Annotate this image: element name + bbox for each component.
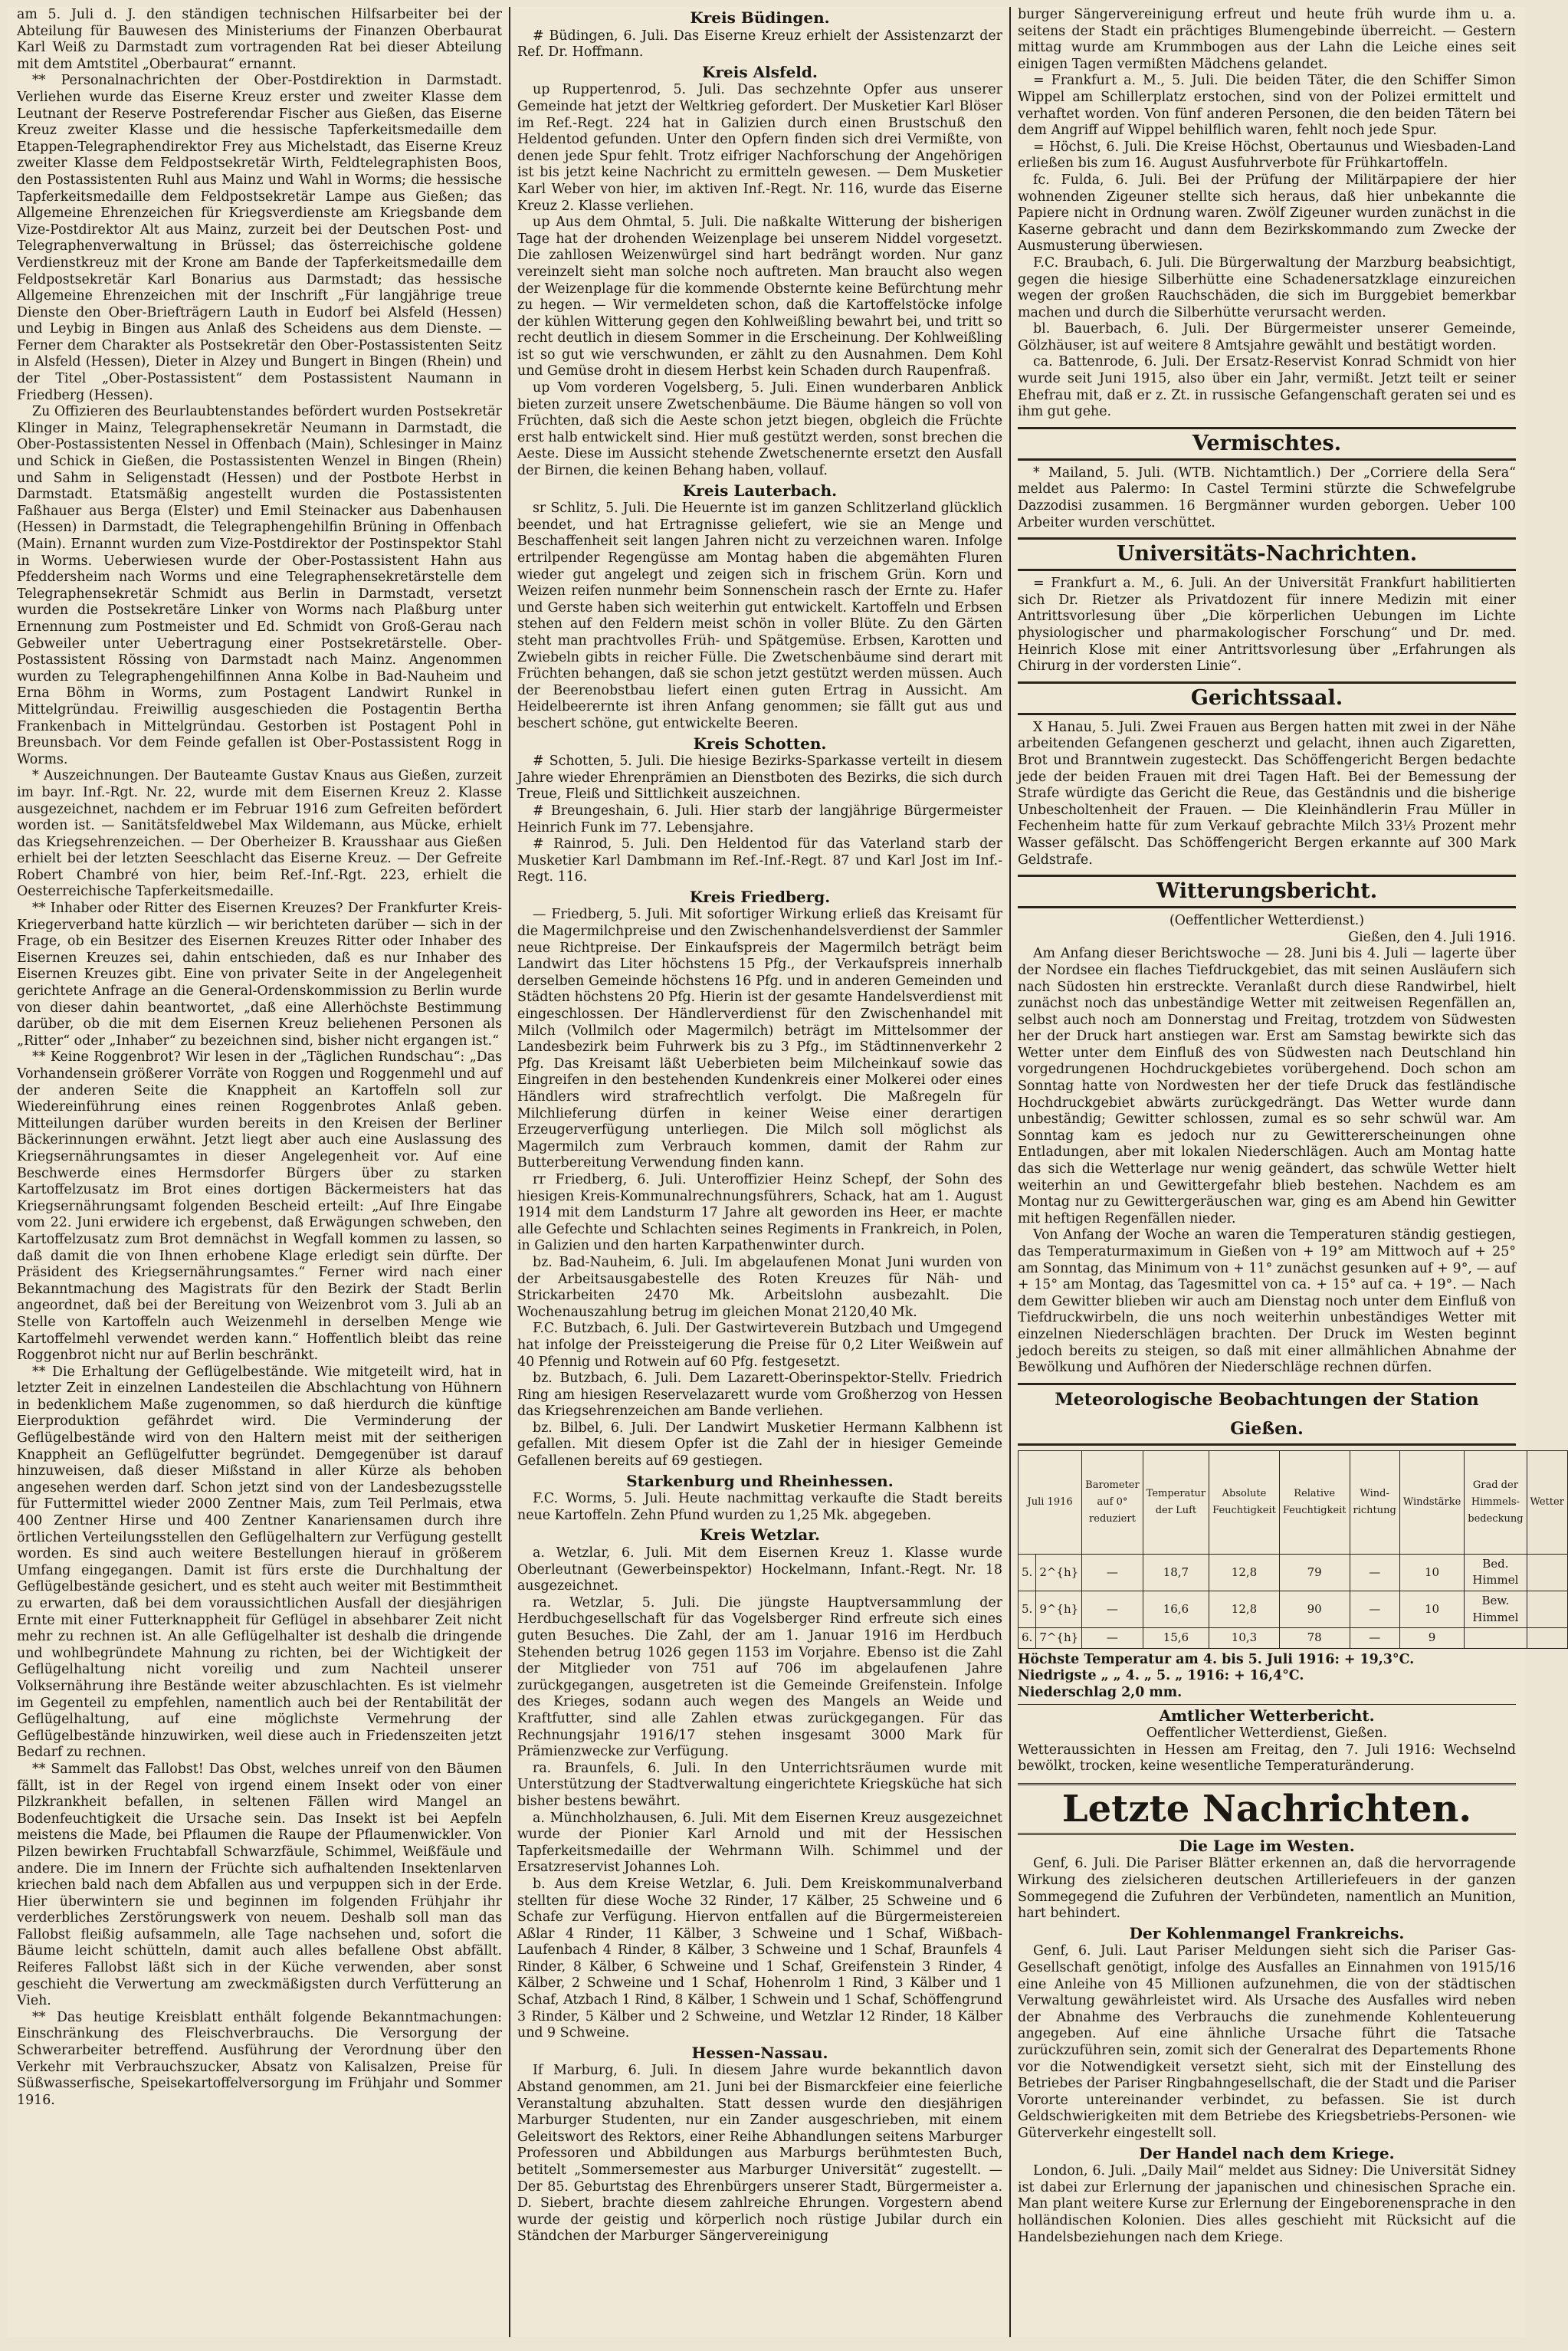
section-heading-vermischtes: Vermischtes.: [1018, 427, 1516, 461]
table-header: Wind-richtung: [1350, 1450, 1399, 1554]
article-paragraph: bz. Bad-Nauheim, 6. Juli. Im abgelaufenen Monat Juni wurden von der Arbeitsausgabestelle des Roten Kreuzes für Näh- und Strickarbeiten 2470 Mk. Arbeitslohn ausbezahlt. Die Wochenauszahlung betrug im gleichen Monat 2120,40 Mk.: [517, 1254, 1002, 1320]
table-cell: 90: [1279, 1591, 1350, 1627]
article-paragraph: # Büdingen, 6. Juli. Das Eiserne Kreuz erhielt der Assistenzarzt der Ref. Dr. Hoffmann.: [517, 28, 1002, 61]
table-header: Windstärke: [1399, 1450, 1464, 1554]
table-row: [1019, 1628, 1568, 1649]
weather-dateline: Gießen, den 4. Juli 1916.: [1348, 929, 1516, 945]
article-paragraph: fc. Fulda, 6. Juli. Bei der Prüfung der Militärpapiere der hier wohnenden Zigeuner stellte sich heraus, daß hier unbekannte die Papiere nicht in Ordnung waren. Zwölf Zigeuner wurden zunächst in die Kaserne gebracht und dann dem Bezirkskommando zum Zwecke der Ausmusterung überwiesen.: [1018, 172, 1516, 254]
table-cell: —: [1350, 1554, 1399, 1591]
table-cell: —: [1082, 1554, 1143, 1591]
table-cell: 2^{h}: [1036, 1554, 1082, 1591]
column-rule: [509, 7, 510, 2337]
article-paragraph: up Aus dem Ohmtal, 5. Juli. Die naßkalte Witterung der bisherigen Tage hat der drohenden Weizenplage bei unserem Niddel vorgesetzt. Die zahllosen Weizenwürgel sind hart bedrängt worden. Nur ganz vereinzelt sieht man solche noch auftreten. Man braucht also wegen der Weizenplage für die kommende Obsternte keine Befürchtung mehr zu hegen. — Wir vermeldeten schon, daß die Kartoffelstöcke infolge der kühlen Witterung gegen den Kohlweißling bewahrt bei, und tritt so recht deutlich in diesem Sommer in die Erscheinung. Der Kohlweißling ist so gut wie verschwunden, er zählt zu den Ausnahmen. Dem Kohl und Gemüse droht in diesem Herbst kein Schaden durch Raupenfraß.: [517, 215, 1002, 379]
section-heading: Starkenburg und Rheinhessen.: [626, 1471, 894, 1490]
newspaper-page: [8, 7, 1564, 2337]
article-paragraph: a. Münchholzhausen, 6. Juli. Mit dem Eisernen Kreuz ausgezeichnet wurde der Pionier Karl Arnold und mit der Hessischen Tapferkeitsmedaille der Wehrmann Wilh. Schimmel und der Ersatzreservist Johannes Loh.: [517, 1810, 1002, 1876]
table-cell: 79: [1279, 1554, 1350, 1591]
article-paragraph: up Vom vorderen Vogelsberg, 5. Juli. Einen wunderbaren Anblick bieten zurzeit unsere Zwetschenbäume. Die Bäume hängen so voll von Früchten, daß sich die Aeste schon jetzt biegen, obgleich die Früchte erst halb entwickelt sind. Hier muß gestützt werden, sonst brechen die Aeste. Diese im Aussicht stehende Zwetschenernte ersetzt den Ausfall der Birnen, die keinen Behang haben, vollauf.: [517, 380, 1002, 479]
column-1: [17, 7, 502, 2337]
article-paragraph: = Frankfurt a. M., 6. Juli. An der Universität Frankfurt habilitierten sich Dr. Rietzer als Privatdozent für innere Medizin mit einer Antrittsvorlesung über „Die körperlichen Uebungen im Lichte physiologischer und pharmakologischer Forschung“ und Dr. med. Heinrich Klose mit einer Antrittsvorlesung über „Erfahrungen als Chirurg in der vordersten Linie“.: [1018, 576, 1516, 675]
article-paragraph: Genf, 6. Juli. Laut Pariser Meldungen sieht sich die Pariser Gas-Gesellschaft genötigt, infolge des Ausfalles an Einnahmen von 1915/16 eine Anleihe von 45 Millionen aufzunehmen, die von der städtischen Verwaltung gewährleistet wird. Als Ursache des Ausfalles wird neben der Abnahme des Verbrauchs die zunehmende Kohlenteuerung angegeben. Auf eine ähnliche Ursache führt die Tatsache zurückzuführen sein, zomit sich der Generalrat des Departements Rhone vor die Notwendigkeit versetzt sieht, sich mit der Einstellung des Betriebes der Pariser Ringbahngesellschaft, die der Stadt und die Pariser Vororte untereinander verbindet, zu befassen. Sie ist durch Geldschwierigkeiten mit dem Betriebe des Kriegsbetriebs-Personen- wie Güterverkehr eingestellt soll.: [1018, 1943, 1516, 2141]
article-paragraph: London, 6. Juli. „Daily Mail“ meldet aus Sidney: Die Universität Sidney ist dabei zur Erlernung der japanischen und chinesischen Sprache ein. Man plant weitere Kurse zur Erlernung der Eingeborenensprache in den holländischen Kolonien. Dies alles geschieht mit Rücksicht auf die Handelsbeziehungen nach dem Kriege.: [1018, 2163, 1516, 2245]
subheading: Die Lage im Westen.: [1179, 1836, 1355, 1855]
article-paragraph: # Breungeshain, 6. Juli. Hier starb der langjährige Bürgermeister Heinrich Funk im 77. Lebensjahre.: [517, 803, 1002, 836]
table-header: Absolute Feuchtigkeit: [1209, 1450, 1280, 1554]
table-cell: 5.: [1019, 1554, 1036, 1591]
section-heading: Kreis Büdingen.: [690, 8, 830, 27]
table-cell: —: [1350, 1628, 1399, 1649]
article-paragraph: ra. Wetzlar, 5. Juli. Die jüngste Hauptversammlung der Herdbuchgesellschaft für das Vogelsberger Rind erfreute sich eines guten Besuches. Die Zahl, der am 1. Januar 1916 im Herdbuch Stehenden betrug 1026 gegen 1153 im Vorjahre. Ebenso ist die Zahl der Mitglieder von 751 auf 706 im abgelaufenen Jahre zurückgegangen, ausgetreten ist die Gemeinde Greifenstein. Infolge des Krieges, sodann auch wegen des Mangels an Weide und Kraftfutter, sind alle Zahlen etwas zurückgegangen. Für das Rechnungsjahr 1916/17 stehen insgesamt 3000 Mark für Prämienzwecke zur Verfügung.: [517, 1594, 1002, 1760]
table-cell: [1527, 1591, 1567, 1627]
article-paragraph: up Ruppertenrod, 5. Juli. Das sechzehnte Opfer aus unserer Gemeinde hat jetzt der Weltkrieg gefordert. Der Musketier Karl Blöser im Ref.-Regt. 224 hat in Galizien durch einen Brustschuß den Heldentod gefunden. Unter den Opfern finden sich drei Vermißte, von denen jede Spur fehlt. Trotz eifriger Nachforschung der Angehörigen ist bis jetzt keine Nachricht zu ermitteln gewesen. — Dem Musketier Karl Weber von hier, im aktiven Inf.-Regt. Nr. 116, wurde das Eiserne Kreuz 2. Klasse verliehen.: [517, 82, 1002, 214]
article-paragraph: ** Die Erhaltung der Geflügelbestände. Wie mitgeteilt wird, hat in letzter Zeit in einzelnen Landesteilen die Abschlachtung von Hühnern in bedenklichem Maße zugenommen, so daß hierdurch die künftige Eierproduktion gefährdet wird. Die Verminderung der Geflügelbestände wird von den Haltern meist mit der seitherigen Knappheit an Geflügelfutter begründet. Demgegenüber ist darauf hinzuweisen, daß dieser Mißstand in aller Kürze als behoben angesehen werden darf. Schon jetzt sind von der Landesbezugsstelle für Futtermittel wieder 2000 Zentner Mais, zum Teil Perlmais, etwa 400 Zentner Hirse und 400 Zentner Kanariensamen durch ihre örtlichen Verteilungsstellen den Geflügelhaltern zur Verfügung gestellt worden. Es sind auch weitere Bestellungen hierauf in größerem Umfang eingegangen. Damit ist fürs erste die Durchhaltung der Geflügelbestände gesichert, und es steht auch weiter mit Bestimmtheit zu erwarten, daß bei dem voraussichtlichen Ausfall der diesjährigen Ernte mit einer Futterknappheit für Geflügel in absehbarer Zeit nicht mehr zu rechnen ist. An alle Geflügelhalter ist deshalb die dringende und wohlbegründete Mahnung zu richten, bei der Wichtigkeit der Geflügelhaltung nicht voreilig und zum Nachteil unserer Volksernährung ihre Bestände weiter abzuschlachten. Es ist vielmehr im Gegenteil zu empfehlen, namentlich auch bei der Rentabilität der Geflügelhaltung, auf eine möglichste Vermehrung der Geflügelbestände hinzuwirken, weil diese auch in Friedenszeiten jetzt Bedarf zu rechnen.: [17, 1364, 502, 1761]
section-heading-universitaet: Universitäts-Nachrichten.: [1018, 537, 1516, 571]
article-paragraph: a. Wetzlar, 6. Juli. Mit dem Eisernen Kreuz 1. Klasse wurde Oberleutnant (Gewerbeinspektor) Hockelmann, Infant.-Regt. Nr. 18 ausgezeichnet.: [517, 1545, 1002, 1594]
table-cell: 9: [1399, 1628, 1464, 1649]
table-cell: Bed. Himmel: [1465, 1554, 1527, 1591]
article-paragraph: sr Schlitz, 5. Juli. Die Heuernte ist im ganzen Schlitzerland glücklich beendet, und hat Ertragnisse geliefert, wie sie an Menge und Beschaffenheit seit langen Jahren nicht zu verzeichnen waren. Infolge ertrilpender Regengüsse am Montag haben die abgemähten Fluren wieder gut angelegt und zeigen sich in frischem Grün. Korn und Weizen reifen nunmehr beim Sonnenschein rasch der Ernte zu. Hafer und Gerste haben sich weiterhin gut entwickelt. Kartoffeln und Erbsen stehen auf den Feldern meist schön in voller Blüte. Zu den Gärten steht man prachtvolles Früh- und Spätgemüse. Erbsen, Karotten und Zwiebeln gibts in reicher Fülle. Die Zwetschenbäume sind derart mit Früchten behangen, daß sie schon jetzt gestützt werden müssen. Auch der Beerenobstbau liefert einen guten Ertrag in Aussicht. Am Heidelbeerernte ist ihren Anfang genommen; sie fällt gut aus und beschert schöne, gut entwickelte Beeren.: [517, 501, 1002, 731]
article-paragraph: ** Keine Roggenbrot? Wir lesen in der „Täglichen Rundschau“: „Das Vorhandensein größerer Vorräte von Roggen und Roggenmehl und auf der anderen Seite die Knappheit an Kartoffeln soll zur Wiedereinführung eines reinen Roggenbrotes Anlaß geben. Mitteilungen darüber wurden bereits in den Kreisen der Berliner Bäckerinnungen erwähnt. Jetzt liegt aber auch eine Auslassung des Kriegsernährungsamtes in dieser Angelegenheit vor. Auf eine Beschwerde eines Hermsdorfer Bürgers über zu starken Kartoffelzusatz im Brot eines dortigen Bäckermeisters hat das Kriegsernährungsamt folgenden Bescheid erteilt: „Auf Ihre Eingabe vom 22. Juni erwidere ich ergebenst, daß Erwägungen schweben, den Kartoffelzusatz zum Brot demnächst in Wegfall kommen zu lassen, so daß damit die von Ihnen erhobene Klage erledigt sein dürfte. Der Präsident des Kriegsernährungsamtes.“ Ferner wird nach einer Bekanntmachung des Magistrats für den Bezirk der Stadt Berlin angeordnet, daß bei der Bereitung von Weizenbrot vom 3. Juli ab an Stelle von Kartoffeln auch Weizenmehl in derselben Menge wie Kartoffelmehl verwendet werden kann.“ Hoffentlich bleibt das reine Roggenbrot nicht nur auf Berlin beschränkt.: [17, 1049, 502, 1364]
article-paragraph: ra. Braunfels, 6. Juli. In den Unterrichtsräumen wurde mit Unterstützung der Stadtverwaltung eingerichtete Kriegsküche hat sich bisher bestens bewährt.: [517, 1760, 1002, 1809]
table-cell: 6.: [1019, 1628, 1036, 1649]
section-heading: Kreis Wetzlar.: [700, 1525, 820, 1545]
column-rule: [1009, 7, 1011, 2337]
section-heading: Kreis Alsfeld.: [702, 62, 818, 81]
article-paragraph: = Höchst, 6. Juli. Die Kreise Höchst, Obertaunus und Wiesbaden-Land erließen bis zum 16. August Ausfuhrverbote für Frühkartoffeln.: [1018, 139, 1516, 172]
weather-note: Niederschlag 2,0 mm.: [1018, 1684, 1183, 1700]
table-cell: 10: [1399, 1591, 1464, 1627]
article-paragraph: rr Friedberg, 6. Juli. Unteroffizier Heinz Schepf, der Sohn des hiesigen Kreis-Kommunalrechnungsführers, Schack, hat am 1. August 1914 mit dem Landsturm 17 Jahre alt geworden ins Heer, er machte alle Gefechte und Schlachten seines Regiments in Frankreich, in Polen, in Galizien und den harten Karpathenwinter durch.: [517, 1171, 1002, 1254]
article-paragraph: bz. Bilbel, 6. Juli. Der Landwirt Musketier Hermann Kalbhenn ist gefallen. Mit diesem Opfer ist die Zahl der in hiesiger Gemeinde Gefallenen bereits auf 69 gestiegen.: [517, 1420, 1002, 1469]
article-paragraph: # Rainrod, 5. Juli. Den Heldentod für das Vaterland starb der Musketier Karl Dambmann im Ref.-Inf.-Regt. 87 und Karl Jost im Inf.-Regt. 116.: [517, 836, 1002, 885]
table-header: Relative Feuchtigkeit: [1279, 1450, 1350, 1554]
article-paragraph: ca. Battenrode, 6. Juli. Der Ersatz-Reservist Konrad Schmidt von hier wurde seit Juni 1915, also über ein Jahr, vermißt. Jetzt teilt er seiner Ehefrau mit, daß er z. Zt. in russische Gefangenschaft geraten sei und es ihm gut gehe.: [1018, 354, 1516, 420]
section-heading-gerichtssaal: Gerichtssaal.: [1018, 681, 1516, 715]
table-cell: [1527, 1554, 1567, 1591]
article-paragraph: bl. Bauerbach, 6. Juli. Der Bürgermeister unserer Gemeinde, Gölzhäuser, ist auf weitere 8 Amtsjahre gewählt und bestätigt worden.: [1018, 321, 1516, 353]
table-cell: Bew. Himmel: [1465, 1591, 1527, 1627]
table-cell: 12,8: [1209, 1554, 1280, 1591]
article-paragraph: Von Anfang der Woche an waren die Temperaturen ständig gestiegen, das Temperaturmaximum in Gießen von + 19° am Mittwoch auf + 25° am Sonntag, das Minimum von + 11° zunächst gesunken auf + 9°, — auf + 15° am Montag, das Tagesmittel von ca. + 15° auf ca. + 19°. — Nach dem Gewitter blieben wir auch am Dienstag noch unter dem Einfluß von Tiefdruckwirbeln, die uns noch weiterhin unbeständiges Wetter mit einzelnen Niederschlägen brachten. Der Druck im Westen beginnt jedoch bereits zu steigen, so daß mit einer allmählichen Abnahme der Bewölkung und Aufhören der Niederschläge rechnen dürfen.: [1018, 1227, 1516, 1376]
table-row: [1019, 1554, 1568, 1591]
article-paragraph: Genf, 6. Juli. Die Pariser Blätter erkennen an, daß die hervorragende Wirkung des zielsicheren deutschen Artilleriefeuers in der ganzen Sommegegend die Zufuhren der Verbündeten, namentlich an Munition, hart behindert.: [1018, 1856, 1516, 1922]
section-heading-meteorologie: Meteorologische Beobachtungen der Station Gießen.: [1018, 1383, 1516, 1446]
article-paragraph: bz. Butzbach, 6. Juli. Dem Lazarett-Oberinspektor-Stellv. Friedrich Ring am hiesigen Reservelazarett wurde vom Großherzog von Hessen das Kriegsehrenzeichen am Bande verliehen.: [517, 1371, 1002, 1420]
table-cell: 18,7: [1143, 1554, 1209, 1591]
article-paragraph: F.C. Braubach, 6. Juli. Die Bürgerwaltung der Marzburg beabsichtigt, gegen die hiesige Silberhütte eine Schadenersatzklage einzureichen wegen der großen Rauchschäden, die sich im Burggebiet bemerkbar machen und durch die Silberhütte verursacht werden.: [1018, 254, 1516, 320]
article-paragraph: F.C. Worms, 5. Juli. Heute nachmittag verkaufte die Stadt bereits neue Kartoffeln. Zehn Pfund wurden zu 1,25 Mk. abgegeben.: [517, 1491, 1002, 1523]
table-header: Wetter: [1527, 1450, 1567, 1554]
section-heading-witterung: Witterungsbericht.: [1018, 875, 1516, 908]
table-cell: —: [1082, 1591, 1143, 1627]
section-heading: Hessen-Nassau.: [691, 2043, 828, 2062]
article-paragraph: am 5. Juli d. J. den ständigen technischen Hilfsarbeiter bei der Abteilung für Bauwesen des Ministeriums der Finanzen Oberbaurat Karl Weiß zu Darmstadt zum vortragenden Rat bei dieser Abteilung mit dem Amtstitel „Oberbaurat“ ernannt.: [17, 7, 502, 72]
table-cell: [1527, 1628, 1567, 1649]
table-header: Grad der Himmels-bedeckung: [1465, 1450, 1527, 1554]
column-3: [1018, 7, 1564, 2337]
weather-note: Niedrigste „ „ 4. „ 5. „ 1916: + 16,4°C.: [1018, 1668, 1304, 1684]
section-heading-letzte-nachrichten: Letzte Nachrichten.: [1018, 1783, 1516, 1835]
table-row: [1019, 1591, 1568, 1627]
article-paragraph: If Marburg, 6. Juli. In diesem Jahre wurde bekanntlich davon Abstand genommen, am 21. Juni bei der Bismarckfeier eine feierliche Veranstaltung abzuhalten. Statt dessen wurde den diesjährigen Marburger Studenten, nur ein Zander ausgeschrieben, mit einem Geleitswort des Rektors, einer Reihe Abhandlungen seitens Marburger Professoren und Abbildungen aus Marburgs berühmtesten Buch, betitelt „Sommersemester aus Marburger Universität“ zugestellt. — Der 85. Geburtstag des Ehrenbürgers unserer Stadt, Bürgermeister a. D. Siebert, brachte diesem zahlreiche Ehrungen. Vorgestern abend wurde der geistig und körperlich noch rüstige Jubilar durch ein Ständchen der Marburger Sängervereinigung: [517, 2063, 1002, 2244]
section-heading: Kreis Schotten.: [693, 734, 827, 753]
table-cell: 16,6: [1143, 1591, 1209, 1627]
article-paragraph: F.C. Butzbach, 6. Juli. Der Gastwirteverein Butzbach und Umgegend hat infolge der Preissteigerung die Preise für 0,2 Liter Weißwein auf 40 Pfennig und Rotwein auf 60 Pfg. festgesetzt.: [517, 1321, 1002, 1370]
table-cell: 12,8: [1209, 1591, 1280, 1627]
table-header: Barometer auf 0° reduziert: [1082, 1450, 1143, 1554]
table-header: Temperatur der Luft: [1143, 1450, 1209, 1554]
table-cell: 5.: [1019, 1591, 1036, 1627]
table-cell: 15,6: [1143, 1628, 1209, 1649]
weather-subtitle: (Oeffentlicher Wetterdienst.): [1169, 913, 1365, 929]
table-cell: 9^{h}: [1036, 1591, 1082, 1627]
table-cell: —: [1082, 1628, 1143, 1649]
article-paragraph: — Friedberg, 5. Juli. Mit sofortiger Wirkung erließ das Kreisamt für die Magermilchpreise und den Zwischenhandelsverdienst der Sammler neue Richtpreise. Der Einkaufspreis der Magermilch beträgt beim Landwirt das Liter höchstens 15 Pfg., der Verkaufspreis innerhalb derselben Gemeinde höchstens 16 Pfg. und in anderen Gemeinden und Städten höchstens 20 Pfg. Hierin ist der gesamte Handelsverdienst mit eingeschlossen. Der Händlerverdienst für den Zwischenhandel mit Milch (Vollmilch oder Magermilch) beträgt im Mittelsommer der Landesbezirk beim Fuhrwerk bis zu 3 Pfg., im Städtinnenverkehr 2 Pfg. Das Kreisamt läßt Ueberbieten beim Milcheinkauf sowie das Eingreifen in den bestehenden Kundenkreis einer Molkerei oder eines Händlers wird strafrechtlich verfolgt. Die Maßregeln für Milchlieferung dürfen in keiner Weise einer derartigen Erzeugerverfügung unterliegen. Die Milch soll möglichst als Magermilch zum Verbrauch kommen, damit der Rahm zur Butterbereitung Verwendung finden kann.: [517, 907, 1002, 1171]
table-cell: 10: [1399, 1554, 1464, 1591]
subheading: Der Handel nach dem Kriege.: [1139, 2143, 1395, 2162]
article-paragraph: * Mailand, 5. Juli. (WTB. Nichtamtlich.) Der „Corriere della Sera“ meldet aus Palermo: In Castel Termini stürzte die Schwefelgrube Dazzodisi zusammen. 16 Bergmänner wurden geborgen. Ueber 100 Arbeiter wurden verschüttet.: [1018, 465, 1516, 530]
article-paragraph: Zu Offizieren des Beurlaubtenstandes befördert wurden Postsekretär Klinger in Mainz, Telegraphensekretär Neumann in Darmstadt, die Ober-Postassistenten Nessel in Offenbach (Main), Schlesinger in Mainz und Schick in Gießen, die Postassistenten Wenzel in Bingen (Rhein) und Sahm in Seligenstadt (Hessen) und der Postbote Herbst in Darmstadt. Etatsmäßig angestellt wurden die Postassistenten Faßhauer aus Berga (Elster) und Emil Steinacker aus Dabenhausen (Hessen) in Darmstadt, die Telegraphengehilfin Brüning in Offenbach (Main). Ernannt wurden zum Vize-Postdirektor der Postinspektor Stahl in Worms. Ueberwiesen wurde der Ober-Postassistent Hahn aus Pfeddersheim nach Worms und eine Telegraphensekretärstelle dem Telegraphensekretär Schmidt aus Berlin in Darmstadt, versetzt wurden die Postsekretäre Linker von Worms nach Plaßburg unter Ernennung zum Postmeister und Ed. Schmidt von Groß-Gerau nach Gebweiler unter Uebertragung einer Postsekretärstelle. Ober-Postassistent Rössing von Darmstadt nach Mainz. Angenommen wurden zu Telegraphengehilfinnen Anna Kolbe in Bad-Nauheim und Erna Böhm in Worms, zum Postagent Landwirt Runkel in Mittelgründau. Freiwillig ausgeschieden die Postagentin Bertha Frankenbach in Mittelgründau. Gestorben ist Postagent Pohl in Breunsbach. Vor dem Feinde gefallen ist Ober-Postassistent Rogg in Worms.: [17, 404, 502, 767]
weather-forecast: Wetteraussichten in Hessen am Freitag, den 7. Juli 1916: Wechselnd bewölkt, trocken, keine wesentliche Temperaturänderung.: [1018, 1742, 1516, 1775]
subheading: Der Kohlenmangel Frankreichs.: [1129, 1923, 1405, 1942]
section-heading: Kreis Lauterbach.: [682, 481, 838, 500]
article-paragraph: Am Anfang dieser Berichtswoche — 28. Juni bis 4. Juli — lagerte über der Nordsee ein flaches Tiefdruckgebiet, das mit seinen Ausläufern sich nach Südosten hin erstreckte. Veranlaßt durch diese Randwirbel, hielt zunächst noch das unbeständige Wetter mit zeitweisen Regenfällen an, selbst auch noch am Donnerstag und Freitag, trotzdem von Südwesten her der Druck hart anstiegen war. Erst am Samstag bewirkte sich das Wetter unter dem Einfluß des von Südwesten nach Deutschland hin vorgedrungenen Hochdruckgebietes vorübergehend. Doch schon am Sonntag hatte von Nordwesten her der tiefe Druck das festländische Hochdruckgebiet abwärts zurückgedrängt. Das Wetter wurde dann unbeständig; Gewitter schlossen, zumal es so sehr schwül war. Am Sonntag kam es jedoch nur zu Gewittererscheinungen ohne Entladungen, aber mit lokalen Niederschlägen. Auch am Montag hatte das sich die Wetterlage nur wenig geändert, das schwüle Wetter hielt weiterhin an und Gewittergefahr blieb bestehen. Nachdem es am Montag nur zu Gewittergeräuschen war, ging es am Abend hin Gewitter mit heftigen Regenfällen nieder.: [1018, 946, 1516, 1226]
table-cell: 78: [1279, 1628, 1350, 1649]
section-heading-amtlich: Amtlicher Wetterbericht.: [1159, 1706, 1375, 1725]
article-paragraph: ** Personalnachrichten der Ober-Postdirektion in Darmstadt. Verliehen wurde das Eiserne Kreuz erster und zweiter Klasse dem Leutnant der Reserve Postreferendar Fischer aus Gießen, das Eiserne Kreuz zweiter Klasse und die hessische Tapferkeitsmedaille dem Etappen-Telegraphendirektor Frey aus Michelstadt, das Eiserne Kreuz zweiter Klasse dem Feldpostsekretär Wirth, Feldtelegraphisten Boos, den Postassistenten Ruhl aus Mainz und Wahl in Worms; die hessische Tapferkeitsmedaille dem Feldpostsekretär Lampe aus Gießen; das Allgemeine Ehrenzeichen für Kriegsverdienste am Kriegsbande dem Vize-Postdirektor Alt aus Mainz, zurzeit bei der Deutschen Post- und Telegraphenverwaltung in Brüssel; das österreichische goldene Verdienstkreuz mit der Krone am Bande der Tapferkeitsmedaille dem Feldpostsekretär Karl Bonarius aus Darmstadt; das hessische Allgemeine Ehrenzeichen mit der Inschrift „Für langjährige treue Dienste den Ober-Briefträgern Lauth in Eudorf bei Alsfeld (Hessen) und Leybig in Bingen aus Anlaß des Scheidens aus dem Dienste. — Ferner dem Charakter als Postsekretär den Ober-Postassistenten Seitz in Alsfeld (Hessen), Dieter in Alzey und Bungert in Bingen (Rhein) und der Titel „Ober-Postassistent“ dem Postassistent Naumann in Friedberg (Hessen).: [17, 73, 502, 403]
article-paragraph: ** Das heutige Kreisblatt enthält folgende Bekanntmachungen: Einschränkung des Fleischverbrauchs. Die Versorgung der Schwerarbeiter betreffend. Ausführung der Verordnung über den Verkehr mit Verbrauchszucker, Absatz von Kalisalzen, Preise für Süßwasserfische, Speisekartoffelversorgung im Frühjahr und Sommer 1916.: [17, 2009, 502, 2108]
section-heading: Kreis Friedberg.: [689, 887, 831, 906]
article-paragraph: = Frankfurt a. M., 5. Juli. Die beiden Täter, die den Schiffer Simon Wippel am Schillerplatz erstochen, sind von der Polizei ermittelt und verhaftet worden. Von fünf anderen Personen, die den beiden Tätern bei dem Angriff auf Wippel behilflich waren, fehlt noch jede Spur.: [1018, 73, 1516, 139]
article-paragraph: burger Sängervereinigung erfreut und heute früh wurde ihm u. a. seitens der Stadt ein prächtiges Blumengebinde überreicht. — Gestern mittag wurde am Krummbogen aus der Lahn die Leiche eines seit einigen Tagen vermißten Mädchens gelandet.: [1018, 7, 1516, 72]
article-paragraph: # Schotten, 5. Juli. Die hiesige Bezirks-Sparkasse verteilt in diesem Jahre wieder Ehrenprämien an Dienstboten des Bezirks, die sich durch Treue, Fleiß und Sittlichkeit auszeichnen.: [517, 754, 1002, 803]
article-paragraph: * Auszeichnungen. Der Bauteamte Gustav Knaus aus Gießen, zurzeit im bayr. Inf.-Rgt. Nr. 22, wurde mit dem Eisernen Kreuz 2. Klasse ausgezeichnet, nachdem er im Februar 1916 zum Gefreiten befördert worden ist. — Sanitätsfeldwebel Max Wildemann, aus Mücke, erhielt das Kriegsehrenzeichen. — Der Oberheizer B. Krausshaar aus Gießen erhielt bei der letzten Seeschlacht das Eiserne Kreuz. — Der Gefreite Robert Chambré von hier, beim Ref.-Inf.-Rgt. 223, erhielt die Oesterreichische Tapferkeitsmedaille.: [17, 768, 502, 900]
article-paragraph: X Hanau, 5. Juli. Zwei Frauen aus Bergen hatten mit zwei in der Nähe arbeitenden Gefangenen gescherzt und gelacht, ihnen auch Zigaretten, Brot und Branntwein zugesteckt. Das Schöffengericht Bergen bedachte jede der beiden Frauen mit drei Tagen Haft. Bei der Bemessung der Strafe würdigte das Gericht die Reue, das Geständnis und die bisherige Unbescholtenheit der Frauen. — Die Kleinhändlerin Frau Müller in Fechenheim hatte für zum Verkauf gebrachte Milch 33⅓ Prozent mehr Wasser gefälscht. Das Schöffengericht Bergen erkannte auf 300 Mark Geldstrafe.: [1018, 719, 1516, 868]
table-cell: 7^{h}: [1036, 1628, 1082, 1649]
table-cell: [1465, 1628, 1527, 1649]
weather-subtitle: Oeffentlicher Wetterdienst, Gießen.: [1146, 1725, 1388, 1742]
column-2: [517, 7, 1002, 2337]
article-paragraph: b. Aus dem Kreise Wetzlar, 6. Juli. Dem Kreiskommunalverband stellten für diese Woche 32 Rinder, 17 Kälber, 25 Schweine und 6 Schafe zur Verfügung. Hiervon entfallen auf die Bürgermeistereien Aßlar 4 Rinder, 11 Kälber, 3 Schweine und 1 Schaf, Wißbach-Laufenbach 4 Rinder, 8 Kälber, 3 Schweine und 1 Schaf, Braunfels 4 Rinder, 8 Kälber, 6 Schweine und 1 Schaf, Greifenstein 3 Rinder, 4 Kälber, 2 Schweine und 1 Schaf, Hohenrolm 1 Rind, 3 Kälber und 1 Schaf, Atzbach 1 Rind, 8 Kälber, 1 Schwein und 1 Schaf, Schöffengrund 3 Rinder, 5 Kälber und 2 Schweine, und Wetzlar 12 Rinder, 18 Kälber und 9 Schweine.: [517, 1876, 1002, 2041]
table-cell: —: [1350, 1591, 1399, 1627]
table-cell: 10,3: [1209, 1628, 1280, 1649]
article-paragraph: ** Sammelt das Fallobst! Das Obst, welches unreif von den Bäumen fällt, ist in der Regel von irgend einem Insekt oder von einer Pilzkrankheit befallen, in seltenen Fällen wird Mangel an Bodenfeuchtigkeit die Ursache sein. Das Insekt ist bei Aepfeln meistens die Made, bei Pflaumen die Raupe der Pflaumenwickler. Von Pilzen bewirken Fruchtabfall Schwarzfäule, Schimmel, Weißfäule und andere. Die im Innern der Früchte sich aufhaltenden Insektenlarven kriechen bald nach dem Abfallen aus und verpuppen sich in der Erde. Hier überwintern sie und beginnen im folgenden Frühjahr ihr verderbliches Zerstörungswerk von neuem. Deshalb soll man das Fallobst fleißig aufsammeln, alle Tage nachsehen und, sofort die Bäume leicht schütteln, damit auch alles befallene Obst abfällt. Reiferes Fallobst läßt sich in der Küche verwenden, aber sonst geschieht die Verwertung am zweckmäßigsten durch Verfütterung an Vieh.: [17, 1761, 502, 2009]
table-header: Juli 1916: [1019, 1450, 1082, 1554]
weather-observation-table: [1018, 1450, 1568, 1649]
weather-note: Höchste Temperatur am 4. bis 5. Juli 1916: + 19,3°C.: [1018, 1651, 1415, 1667]
article-paragraph: ** Inhaber oder Ritter des Eisernen Kreuzes? Der Frankfurter Kreis-Kriegerverband hatte kürzlich — wir berichteten darüber — sich in der Frage, ob ein Besitzer des Eisernen Kreuzes Ritter oder Inhaber des Eisernen Kreuzes sei, dahin entschieden, daß es nur Inhaber des Eisernen Kreuzes gibt. Eine von privater Seite in der Angelegenheit gerichtete Anfrage an die General-Ordenskommission zu Berlin wurde von dieser dahin beantwortet, „daß eine Allerhöchste Bestimmung darüber, ob die mit dem Eisernen Kreuz beliehenen Personen als „Ritter“ oder „Inhaber“ zu bezeichnen sind, bisher nicht ergangen ist.“: [17, 901, 502, 1049]
